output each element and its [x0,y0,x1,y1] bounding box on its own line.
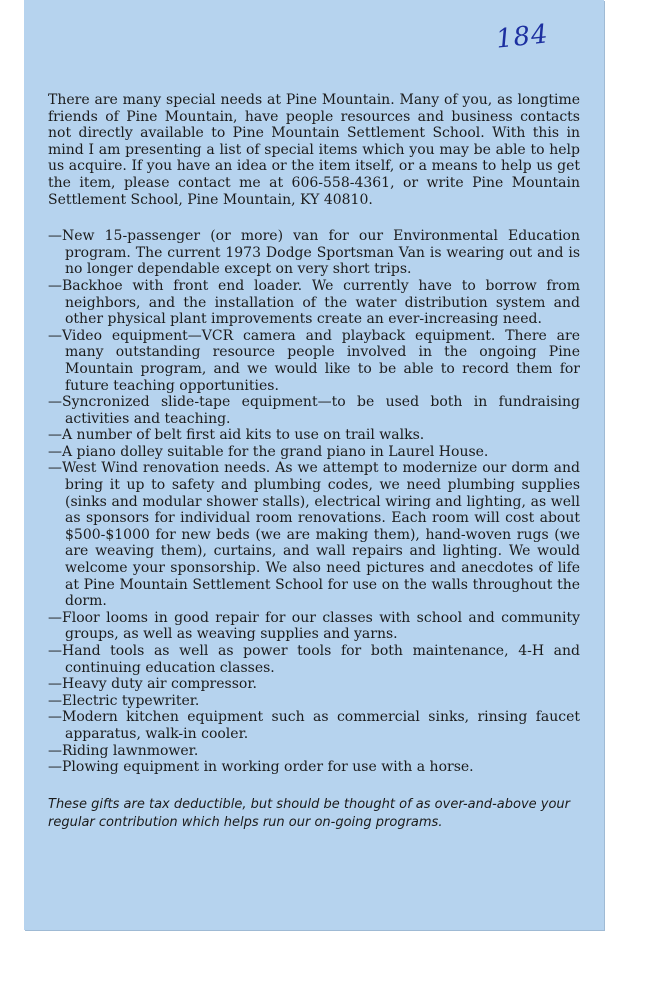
needs-list [48,228,580,776]
need-item: —Video equipment—VCR camera and playback equipment. There are many outstanding resource people involved in the ongoing Pine Mountain program, and we would like to be able to record them for future teaching opportunities. [48,327,580,394]
need-item: —New 15-passenger (or more) van for our Environmental Education program. The current 1973 Dodge Sportsman Van is wearing out and is no longer dependable except on very short trips. [48,228,580,278]
need-item: —A number of belt first aid kits to use on trail walks. [48,427,425,444]
need-item: —Syncronized slide-tape equipment—to be used both in fundraising activities and teaching. [48,394,580,427]
handwritten-page-number: 184 [494,19,551,55]
need-item: —Floor looms in good repair for our classes with school and community groups, as well as weaving supplies and yarns. [48,609,580,643]
need-item: —Electric typewriter. [48,692,200,709]
need-item: —Modern kitchen equipment such as commercial sinks, rinsing faucet apparatus, walk-in cooler. [48,709,580,742]
need-item: —Backhoe with front end loader. We currently have to borrow from neighbors, and the installation of the water distribution system and other physical plant improvements create an ever-increasing need. [48,277,580,328]
need-item: —A piano dolley suitable for the grand piano in Laurel House. [48,443,489,460]
need-item: —Riding lawnmower. [48,742,199,759]
need-item: —Heavy duty air compressor. [48,676,257,693]
intro-paragraph: There are many special needs at Pine Mountain. Many of you, as longtime friends of Pine Mountain, have people resources and business contacts not directly available to Pine Mountain Settlement School. With this in mind I am presenting a list of special items which you may be able to help us acquire. If you have an idea or the item itself, or a means to help us get the item, please contact me at 606-558-4361, or write Pine Mountain Settlement School, Pine Mountain, KY 40810. [48,92,580,208]
need-item: —West Wind renovation needs. As we attempt to modernize our dorm and bring it up to safety and plumbing codes, we need plumbing supplies (sinks and modular shower stalls), electrical wiring and lighting, as well as sponsors for individual room renovations. Each room will cost about $500-$1000 for new beds (we are making them), hand-woven rugs (we are weaving them), curtains, and wall repairs and lighting. We would welcome your sponsorship. We also need pictures and anecdotes of life at Pine Mountain Settlement School for use on the walls throughout the dorm. [48,460,580,610]
need-item: —Hand tools as well as power tools for both maintenance, 4-H and continuing education classes. [48,643,580,676]
need-item: —Plowing equipment in working order for use with a horse. [48,759,474,776]
closing-note: These gifts are tax deductible, but should be thought of as over-and-above your regular contribution which helps run our on-going programs. [48,796,571,830]
blue-paper-sheet [24,0,604,930]
letter-content [48,92,580,832]
